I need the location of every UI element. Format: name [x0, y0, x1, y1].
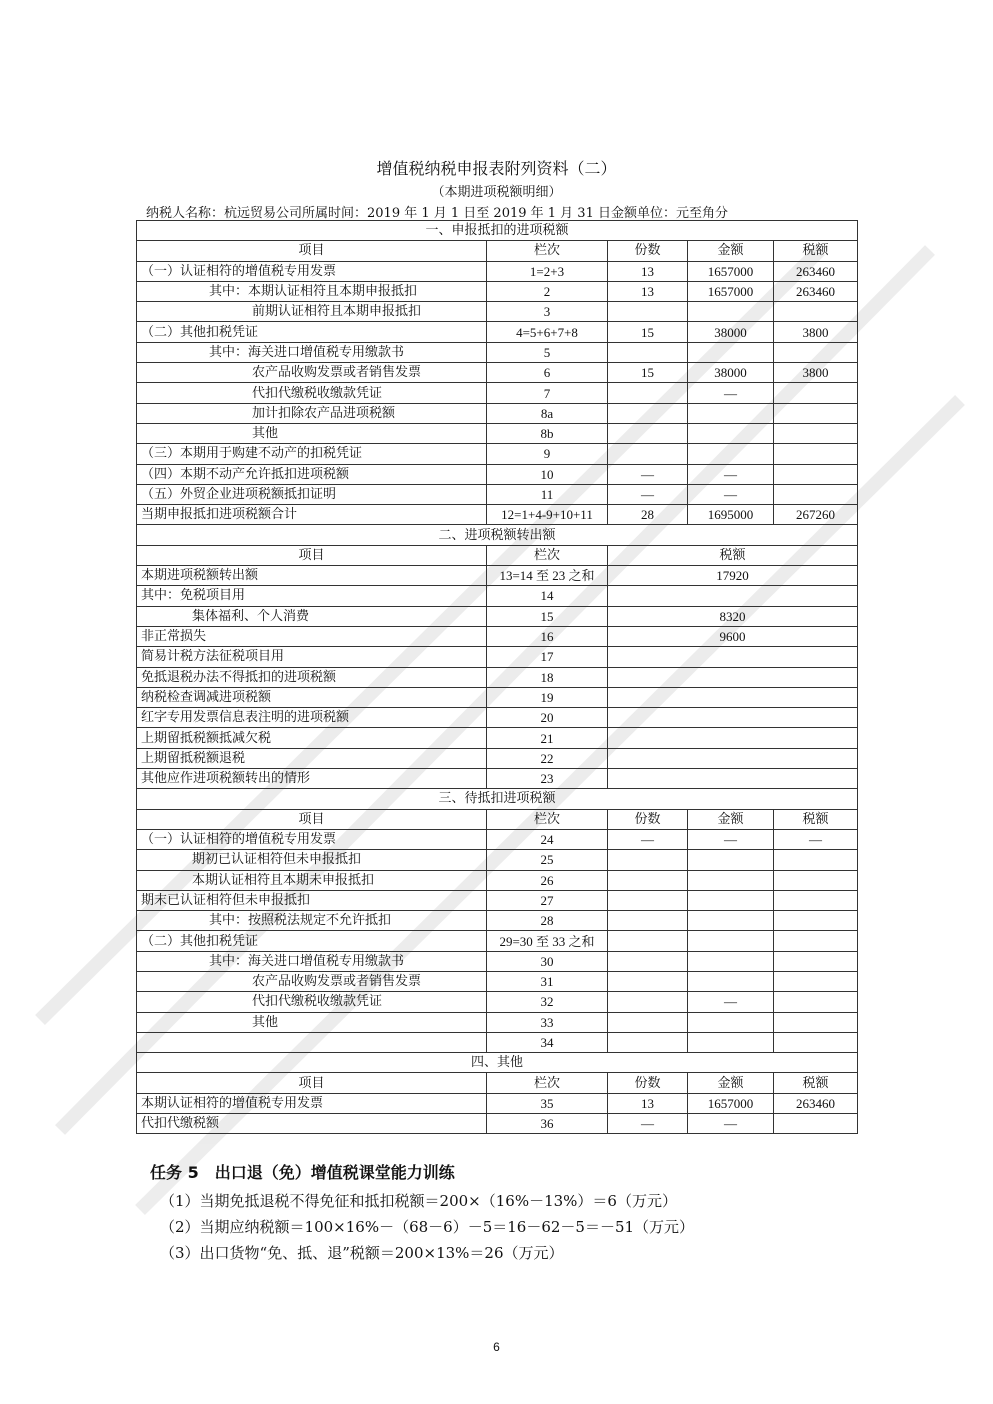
tax-cell: —	[774, 829, 858, 849]
table-row	[137, 566, 858, 586]
table-row	[137, 769, 858, 789]
table-row	[137, 363, 858, 383]
table-row	[137, 911, 858, 931]
amount-cell: —	[688, 992, 774, 1012]
item-cell: 其他应作进项税额转出的情形	[137, 769, 487, 789]
amount-cell	[688, 423, 774, 443]
item-cell: 纳税检查调减进项税额	[137, 687, 487, 707]
item-cell: 其他	[137, 1012, 487, 1032]
tax-cell: 17920	[608, 566, 858, 586]
line-number-cell: 2	[487, 281, 608, 301]
column-header: 税额	[608, 545, 858, 565]
tax-cell	[774, 911, 858, 931]
line-number-cell: 23	[487, 769, 608, 789]
count-cell	[608, 971, 688, 991]
item-cell: （二）其他扣税凭证	[137, 322, 487, 342]
item-cell: 本期认证相符且本期未申报抵扣	[137, 870, 487, 890]
column-header: 份数	[608, 809, 688, 829]
item-cell: 期初已认证相符但未申报抵扣	[137, 850, 487, 870]
count-cell: —	[608, 1114, 688, 1134]
line-number-cell: 17	[487, 647, 608, 667]
count-cell	[608, 951, 688, 971]
line-number-cell: 6	[487, 363, 608, 383]
item-cell	[137, 1032, 487, 1052]
task-title: 任务 5 出口退（免）增值税课堂能力训练	[150, 1163, 455, 1182]
table-row	[137, 281, 858, 301]
line-number-cell: 8a	[487, 403, 608, 423]
page-number: 6	[493, 1340, 500, 1354]
item-cell: （五）外贸企业进项税额抵扣证明	[137, 484, 487, 504]
task-line-2: （2）当期应纳税额＝100×16%－（68－6）－5＝16－62－5＝－51（万元）	[160, 1218, 695, 1236]
table-row	[137, 687, 858, 707]
table-row	[137, 1012, 858, 1032]
table-row	[137, 829, 858, 849]
line-number-cell: 15	[487, 606, 608, 626]
count-cell	[608, 1012, 688, 1032]
table-row	[137, 951, 858, 971]
count-cell	[608, 403, 688, 423]
line-number-cell: 11	[487, 484, 608, 504]
line-number-cell: 26	[487, 870, 608, 890]
amount-cell: 38000	[688, 363, 774, 383]
item-cell: 其中：本期认证相符且本期申报抵扣	[137, 281, 487, 301]
line-number-cell: 10	[487, 464, 608, 484]
line-number-cell: 4=5+6+7+8	[487, 322, 608, 342]
column-header: 金额	[688, 809, 774, 829]
line-number-cell: 27	[487, 890, 608, 910]
tax-cell	[774, 423, 858, 443]
count-cell: 15	[608, 322, 688, 342]
count-cell: —	[608, 829, 688, 849]
line-number-cell: 7	[487, 383, 608, 403]
item-cell: 上期留抵税额退税	[137, 748, 487, 768]
item-cell: （三）本期用于购建不动产的扣税凭证	[137, 444, 487, 464]
table-row	[137, 1114, 858, 1134]
table-row	[137, 890, 858, 910]
item-cell: 其中：免税项目用	[137, 586, 487, 606]
count-cell	[608, 423, 688, 443]
column-header: 份数	[608, 241, 688, 261]
tax-cell	[774, 1114, 858, 1134]
table-row	[137, 383, 858, 403]
column-header: 栏次	[487, 1073, 608, 1093]
tax-cell	[774, 444, 858, 464]
count-cell	[608, 383, 688, 403]
table-row	[137, 748, 858, 768]
table-row	[137, 971, 858, 991]
tax-cell	[774, 342, 858, 362]
tax-cell	[774, 992, 858, 1012]
line-number-cell: 24	[487, 829, 608, 849]
item-cell: 代扣代缴税额	[137, 1114, 487, 1134]
item-cell: 其他	[137, 423, 487, 443]
line-number-cell: 13=14 至 23 之和	[487, 566, 608, 586]
tax-cell	[608, 728, 858, 748]
form-title: 增值税纳税申报表附列资料（二）	[376, 159, 617, 178]
line-number-cell: 3	[487, 302, 608, 322]
column-header: 税额	[774, 241, 858, 261]
item-cell: 非正常损失	[137, 626, 487, 646]
amount-cell	[688, 342, 774, 362]
table-row	[137, 261, 858, 281]
column-header: 税额	[774, 1073, 858, 1093]
table-row	[137, 626, 858, 646]
section-heading-row	[137, 525, 858, 545]
line-number-cell: 29=30 至 33 之和	[487, 931, 608, 951]
table-row	[137, 444, 858, 464]
item-cell: 前期认证相符且本期申报抵扣	[137, 302, 487, 322]
item-cell: 红字专用发票信息表注明的进项税额	[137, 708, 487, 728]
line-number-cell: 22	[487, 748, 608, 768]
table-row	[137, 931, 858, 951]
line-number-cell: 8b	[487, 423, 608, 443]
item-cell: 农产品收购发票或者销售发票	[137, 363, 487, 383]
column-header: 项目	[137, 545, 487, 565]
table-row	[137, 1093, 858, 1113]
line-number-cell: 25	[487, 850, 608, 870]
table-row	[137, 606, 858, 626]
section-heading-row	[137, 221, 858, 241]
tax-cell	[608, 687, 858, 707]
count-cell: 13	[608, 281, 688, 301]
table-row	[137, 667, 858, 687]
column-header: 项目	[137, 241, 487, 261]
item-cell: 期末已认证相符但未申报抵扣	[137, 890, 487, 910]
column-header: 份数	[608, 1073, 688, 1093]
table-row	[137, 505, 858, 525]
table-row	[137, 1032, 858, 1052]
column-header-row	[137, 545, 858, 565]
column-header-row	[137, 241, 858, 261]
table-row	[137, 850, 858, 870]
item-cell: 其中：海关进口增值税专用缴款书	[137, 951, 487, 971]
line-number-cell: 20	[487, 708, 608, 728]
tax-cell	[774, 1012, 858, 1032]
item-cell: 代扣代缴税收缴款凭证	[137, 992, 487, 1012]
column-header: 税额	[774, 809, 858, 829]
count-cell: 13	[608, 1093, 688, 1113]
line-number-cell: 18	[487, 667, 608, 687]
item-cell: 免抵退税办法不得抵扣的进项税额	[137, 667, 487, 687]
item-cell: （二）其他扣税凭证	[137, 931, 487, 951]
tax-cell	[774, 850, 858, 870]
amount-cell	[688, 403, 774, 423]
count-cell: —	[608, 464, 688, 484]
line-number-cell: 36	[487, 1114, 608, 1134]
amount-cell: 38000	[688, 322, 774, 342]
line-number-cell: 16	[487, 626, 608, 646]
tax-cell	[774, 464, 858, 484]
table-row	[137, 647, 858, 667]
line-number-cell: 12=1+4-9+10+11	[487, 505, 608, 525]
item-cell: 上期留抵税额抵减欠税	[137, 728, 487, 748]
count-cell	[608, 850, 688, 870]
amount-cell	[688, 870, 774, 890]
amount-cell	[688, 850, 774, 870]
amount-cell: 1695000	[688, 505, 774, 525]
amount-cell	[688, 302, 774, 322]
column-header: 栏次	[487, 241, 608, 261]
line-number-cell: 19	[487, 687, 608, 707]
table-row	[137, 728, 858, 748]
tax-cell: 3800	[774, 322, 858, 342]
task-line-1: （1）当期免抵退税不得免征和抵扣税额＝200×（16%－13%）＝6（万元）	[160, 1192, 677, 1210]
section-heading-row	[137, 789, 858, 809]
tax-cell: 8320	[608, 606, 858, 626]
tax-cell	[608, 667, 858, 687]
column-header-row	[137, 1073, 858, 1093]
tax-cell	[774, 484, 858, 504]
count-cell: —	[608, 484, 688, 504]
line-number-cell: 28	[487, 911, 608, 931]
table-row	[137, 484, 858, 504]
column-header: 项目	[137, 1073, 487, 1093]
item-cell: 加计扣除农产品进项税额	[137, 403, 487, 423]
tax-cell	[774, 931, 858, 951]
amount-cell: —	[688, 829, 774, 849]
line-number-cell: 21	[487, 728, 608, 748]
table-row	[137, 586, 858, 606]
tax-cell	[774, 971, 858, 991]
line-number-cell: 14	[487, 586, 608, 606]
tax-cell	[608, 647, 858, 667]
table-row	[137, 423, 858, 443]
tax-cell	[774, 403, 858, 423]
amount-cell	[688, 1012, 774, 1032]
tax-cell: 263460	[774, 261, 858, 281]
amount-cell	[688, 911, 774, 931]
count-cell: 15	[608, 363, 688, 383]
tax-cell: 263460	[774, 1093, 858, 1113]
amount-cell	[688, 1032, 774, 1052]
table-row	[137, 322, 858, 342]
amount-cell	[688, 971, 774, 991]
amount-cell	[688, 951, 774, 971]
amount-cell: 1657000	[688, 261, 774, 281]
item-cell: （一）认证相符的增值税专用发票	[137, 829, 487, 849]
task-line-3: （3）出口货物“免、抵、退”税额＝200×13%＝26（万元）	[160, 1244, 564, 1262]
tax-cell	[608, 769, 858, 789]
amount-cell	[688, 890, 774, 910]
tax-cell	[774, 383, 858, 403]
table-row	[137, 403, 858, 423]
line-number-cell: 1=2+3	[487, 261, 608, 281]
table-row	[137, 464, 858, 484]
table-row	[137, 708, 858, 728]
tax-cell	[608, 708, 858, 728]
item-cell: 本期进项税额转出额	[137, 566, 487, 586]
item-cell: 简易计税方法征税项目用	[137, 647, 487, 667]
tax-cell	[608, 748, 858, 768]
item-cell: 本期认证相符的增值税专用发票	[137, 1093, 487, 1113]
count-cell	[608, 890, 688, 910]
amount-cell	[688, 444, 774, 464]
count-cell: 13	[608, 261, 688, 281]
item-cell: 代扣代缴税收缴款凭证	[137, 383, 487, 403]
amount-cell: —	[688, 464, 774, 484]
section-heading: 三、待抵扣进项税额	[137, 789, 858, 809]
section-heading: 二、进项税额转出额	[137, 525, 858, 545]
count-cell	[608, 1032, 688, 1052]
count-cell: 28	[608, 505, 688, 525]
count-cell	[608, 342, 688, 362]
column-header: 金额	[688, 241, 774, 261]
line-number-cell: 32	[487, 992, 608, 1012]
table-row	[137, 302, 858, 322]
section-heading-row	[137, 1053, 858, 1073]
line-number-cell: 35	[487, 1093, 608, 1113]
item-cell: （一）认证相符的增值税专用发票	[137, 261, 487, 281]
form-subtitle: （本期进项税额明细）	[431, 185, 562, 200]
column-header: 栏次	[487, 809, 608, 829]
tax-cell: 9600	[608, 626, 858, 646]
line-number-cell: 34	[487, 1032, 608, 1052]
tax-cell: 263460	[774, 281, 858, 301]
count-cell	[608, 931, 688, 951]
section-heading: 一、申报抵扣的进项税额	[137, 221, 858, 241]
amount-cell: —	[688, 383, 774, 403]
count-cell	[608, 911, 688, 931]
count-cell	[608, 444, 688, 464]
count-cell	[608, 302, 688, 322]
tax-cell	[608, 586, 858, 606]
line-number-cell: 9	[487, 444, 608, 464]
item-cell: （四）本期不动产允许抵扣进项税额	[137, 464, 487, 484]
item-cell: 其中：按照税法规定不允许抵扣	[137, 911, 487, 931]
item-cell: 其中：海关进口增值税专用缴款书	[137, 342, 487, 362]
tax-cell	[774, 870, 858, 890]
line-number-cell: 5	[487, 342, 608, 362]
table-row	[137, 342, 858, 362]
line-number-cell: 30	[487, 951, 608, 971]
column-header: 金额	[688, 1073, 774, 1093]
count-cell	[608, 992, 688, 1012]
tax-cell: 3800	[774, 363, 858, 383]
tax-cell	[774, 1032, 858, 1052]
taxpayer-info-line: 纳税人名称：杭远贸易公司所属时间：2019 年 1 月 1 日至 2019 年 1 月 31 日金额单位：元至角分	[146, 206, 728, 221]
tax-cell	[774, 302, 858, 322]
item-cell: 当期申报抵扣进项税额合计	[137, 505, 487, 525]
amount-cell	[688, 931, 774, 951]
amount-cell: 1657000	[688, 281, 774, 301]
amount-cell: —	[688, 484, 774, 504]
item-cell: 集体福利、个人消费	[137, 606, 487, 626]
tax-cell	[774, 890, 858, 910]
amount-cell: 1657000	[688, 1093, 774, 1113]
table-row	[137, 992, 858, 1012]
tax-form-table	[136, 220, 858, 1134]
count-cell	[608, 870, 688, 890]
column-header-row	[137, 809, 858, 829]
tax-cell	[774, 951, 858, 971]
table-row	[137, 870, 858, 890]
line-number-cell: 33	[487, 1012, 608, 1032]
tax-cell: 267260	[774, 505, 858, 525]
line-number-cell: 31	[487, 971, 608, 991]
amount-cell: —	[688, 1114, 774, 1134]
column-header: 栏次	[487, 545, 608, 565]
column-header: 项目	[137, 809, 487, 829]
item-cell: 农产品收购发票或者销售发票	[137, 971, 487, 991]
section-heading: 四、其他	[137, 1053, 858, 1073]
